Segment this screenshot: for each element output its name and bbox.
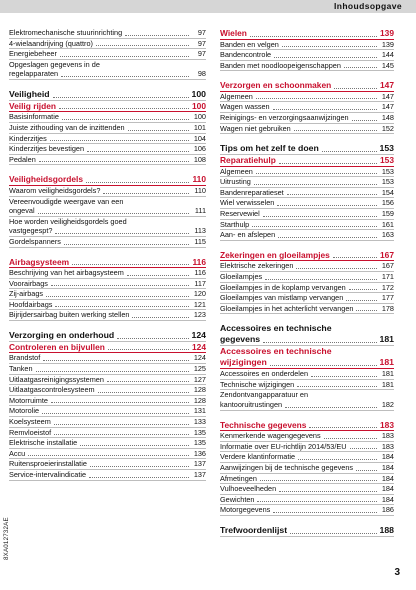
toc-entry-title: Koelsysteem	[9, 417, 51, 427]
toc-entry-page: 123	[193, 310, 206, 320]
toc-chapter-tips[interactable]: Tips om het zelf te doen 153	[220, 143, 394, 154]
toc-entry-page: 106	[193, 144, 206, 154]
toc-leader-dots	[352, 120, 377, 121]
toc-entry[interactable]	[220, 102, 394, 113]
toc-right-column	[220, 28, 394, 537]
toc-entry-title: Motorruimte	[9, 395, 48, 405]
toc-entry-page: 184	[381, 462, 394, 472]
toc-entry-page: 120	[193, 289, 206, 299]
toc-leader-dots	[60, 56, 189, 57]
toc-entry-title: Wagen niet gebruiken	[220, 123, 291, 133]
toc-leader-dots	[282, 46, 377, 47]
toc-leader-dots	[256, 98, 377, 99]
toc-section-reparatiehulp[interactable]: Reparatiehulp 153	[220, 155, 394, 166]
toc-entry-title: Uitlaatgasreinigingssystemen	[9, 374, 104, 384]
toc-entry-page: 128	[193, 395, 206, 405]
toc-leader-dots	[96, 45, 189, 46]
toc-entry-page: 101	[193, 123, 206, 133]
toc-entry-title: Bandencontrole	[220, 50, 272, 60]
toc-entry[interactable]	[9, 438, 206, 449]
toc-leader-dots	[54, 424, 189, 425]
toc-leader-dots	[125, 35, 189, 36]
toc-entry-zendont[interactable]: Zendontvangapparatuur en kantooruitrustingen 182	[220, 390, 394, 410]
toc-section-veilig-rijden[interactable]: Veilig rijden 100	[9, 100, 206, 111]
toc-leader-dots	[107, 381, 189, 382]
toc-entry-title: Elektrische zekeringen	[220, 261, 294, 271]
toc-entry-page: 159	[381, 209, 394, 219]
toc-entry-page: 171	[381, 271, 394, 281]
toc-entry-page: 137	[193, 470, 206, 479]
toc-leader-dots	[356, 470, 377, 471]
toc-entry[interactable]	[9, 385, 206, 396]
toc-leader-dots	[252, 226, 377, 227]
toc-entry-page: 144	[381, 50, 394, 60]
toc-entry-title: Juiste zithouding van de inzittenden	[9, 123, 125, 133]
toc-section-zekeringen[interactable]: Zekeringen en gloeilampjes 167	[220, 249, 394, 260]
toc-entry-title: Hoofdairbags	[9, 299, 53, 309]
toc-entry-title: Kenmerkende wagengegevens	[220, 431, 321, 441]
toc-entry[interactable]	[9, 428, 206, 439]
toc-leader-dots	[39, 161, 189, 162]
toc-entry[interactable]	[220, 369, 394, 380]
toc-leader-dots	[89, 477, 189, 478]
toc-entry-title: Motorolie	[9, 406, 40, 416]
toc-entry-title: Motorgegevens	[220, 505, 271, 515]
toc-leader-dots	[54, 434, 189, 435]
toc-leader-dots	[279, 491, 377, 492]
toc-entry[interactable]: Gordelspanners 115	[9, 236, 206, 246]
toc-entry[interactable]	[220, 304, 394, 315]
toc-entry-page: 178	[381, 303, 394, 313]
toc-leader-dots	[98, 392, 189, 393]
toc-section-airbags[interactable]: Airbagsysteem 116	[9, 256, 206, 267]
toc-entry[interactable]	[220, 495, 394, 506]
toc-entry-page: 127	[193, 374, 206, 384]
toc-entry[interactable]	[9, 310, 206, 321]
toc-entry-page: 125	[193, 364, 206, 374]
toc-leader-dots	[265, 279, 377, 280]
toc-section-controleren[interactable]: Controleren en bijvullen 124	[9, 341, 206, 352]
toc-leader-dots	[350, 448, 377, 449]
toc-entry[interactable]	[220, 293, 394, 304]
page-header-title: Inhoudsopgave	[333, 1, 402, 11]
toc-reparatie-items	[220, 167, 394, 241]
toc-leader-dots	[287, 194, 377, 195]
toc-entry-title: Reservewiel	[220, 209, 260, 219]
toc-entry-page: 147	[381, 102, 394, 112]
toc-entry[interactable]	[220, 431, 394, 442]
toc-entry[interactable]	[220, 230, 394, 241]
toc-entry-title: Kinderzitjes	[9, 133, 47, 143]
toc-entry-page: 104	[193, 133, 206, 143]
toc-leader-dots	[256, 173, 377, 174]
toc-section-technische[interactable]: Technische gegevens 183	[220, 419, 394, 430]
toc-entry[interactable]	[220, 442, 394, 453]
toc-entry[interactable]	[9, 155, 206, 166]
toc-section-gordels[interactable]: Veiligheidsgordels 110	[9, 174, 206, 185]
toc-entry[interactable]	[9, 470, 206, 481]
toc-entry[interactable]	[220, 380, 394, 391]
toc-entry[interactable]	[220, 177, 394, 188]
toc-entry-page: 145	[381, 60, 394, 70]
toc-leader-dots	[46, 296, 189, 297]
toc-entry-page: 161	[381, 219, 394, 229]
toc-entry-title: Starthulp	[220, 219, 250, 229]
toc-entry-page: 177	[381, 293, 394, 303]
toc-entry[interactable]	[220, 261, 394, 272]
toc-entry[interactable]: Waarom veiligheidsgordels? 110	[9, 185, 206, 195]
toc-entry-title: Banden met noodloopeigenschappen	[220, 60, 341, 70]
toc-entry-page: 184	[381, 473, 394, 483]
toc-zekeringen-items	[220, 261, 394, 314]
toc-leader-dots	[51, 285, 189, 286]
toc-entry[interactable]	[220, 209, 394, 220]
toc-leader-dots	[257, 501, 377, 502]
toc-entry[interactable]	[220, 474, 394, 485]
toc-leader-dots	[263, 216, 377, 217]
toc-entry-title: Accessoires en onderdelen	[220, 369, 309, 379]
toc-leader-dots	[278, 237, 377, 238]
toc-entry-page: 172	[381, 282, 394, 292]
toc-entry-hoe-worden[interactable]: Hoe worden veiligheidsgordels goed vastgegespt? 113	[9, 216, 206, 236]
toc-section-wielen[interactable]: Wielen 139	[220, 28, 394, 38]
toc-entry-title: Vulhoeveelheden	[220, 484, 277, 494]
toc-entry-page: 97	[197, 28, 206, 37]
toc-leader-dots	[297, 386, 377, 387]
toc-leader-dots	[324, 438, 377, 439]
toc-entry[interactable]	[220, 188, 394, 199]
toc-entry-title: Gloeilampjes in de koplamp vervangen	[220, 282, 346, 292]
toc-leader-dots	[344, 67, 377, 68]
toc-entry[interactable]	[220, 113, 394, 124]
toc-entry-page: 184	[381, 494, 394, 504]
toc-entry-title: Service-intervalindicatie	[9, 470, 87, 479]
toc-leader-dots	[298, 459, 377, 460]
toc-entry-page: 97	[197, 38, 206, 48]
toc-entry-page: 148	[381, 112, 394, 122]
toc-entry-page: 133	[193, 417, 206, 427]
toc-entry-title: Brandstof	[9, 353, 41, 363]
toc-leader-dots	[277, 205, 377, 206]
toc-leader-dots	[42, 413, 189, 414]
toc-entry[interactable]	[9, 144, 206, 155]
toc-entry-title: Algemeen	[220, 166, 253, 176]
toc-airbag-items	[9, 268, 206, 321]
toc-entry-page: 97	[197, 49, 206, 59]
toc-entry-title: Elektromechanische stuurinrichting	[9, 28, 123, 37]
toc-entry-title: Uitlaatgascontrolesysteem	[9, 385, 95, 395]
toc-entry-page: 152	[381, 123, 394, 133]
toc-entry[interactable]	[220, 463, 394, 474]
toc-entry-page: 136	[193, 448, 206, 458]
toc-entry-page: 117	[194, 278, 206, 288]
toc-entry[interactable]	[9, 353, 206, 364]
toc-leader-dots	[294, 130, 377, 131]
toc-leader-dots	[296, 268, 377, 269]
toc-entry[interactable]	[220, 40, 394, 51]
toc-entry-title: Pedalen	[9, 154, 36, 164]
toc-leader-dots	[311, 376, 377, 377]
toc-entry-page: 181	[381, 369, 394, 379]
toc-entry[interactable]	[9, 268, 206, 279]
toc-leader-dots	[273, 512, 377, 513]
toc-leader-dots	[346, 300, 377, 301]
toc-leader-dots	[80, 445, 189, 446]
toc-entry[interactable]	[9, 449, 206, 460]
toc-entry[interactable]	[9, 396, 206, 407]
toc-entry[interactable]	[9, 406, 206, 417]
toc-entry-page: 135	[193, 438, 206, 448]
toc-leader-dots	[274, 57, 377, 58]
toc-entry[interactable]	[220, 167, 394, 178]
toc-entry-title: Tanken	[9, 364, 33, 374]
toc-entry-title: Bijrijdersairbag buiten werking stellen	[9, 310, 130, 320]
toc-leader-dots	[356, 310, 377, 311]
toc-entry-title: 4-wielaandrijving (quattro)	[9, 38, 93, 48]
toc-entry[interactable]	[9, 123, 206, 134]
toc-entry[interactable]	[220, 272, 394, 283]
toc-entry-page: 163	[381, 230, 394, 240]
toc-entry-title: Gewichten	[220, 494, 255, 504]
toc-entry-page: 137	[193, 459, 206, 469]
toc-entry-title: Wiel verwisselen	[220, 198, 275, 208]
toc-entry-title: Zij-airbags	[9, 289, 44, 299]
toc-leader-dots	[55, 306, 189, 307]
toc-top-items	[9, 28, 206, 60]
toc-entry[interactable]	[9, 375, 206, 386]
toc-entry-page: 156	[381, 198, 394, 208]
toc-entry-page: 124	[193, 353, 206, 363]
toc-entry-title: Verdere klantinformatie	[220, 452, 296, 462]
toc-entry-page: 139	[381, 39, 394, 49]
toc-entry-vereenvoudigd[interactable]: Vereenvoudigde weergave van een ongeval 111	[9, 196, 206, 216]
toc-entry-title: Technische wijzigingen	[220, 379, 295, 389]
toc-leader-dots	[273, 109, 377, 110]
toc-entry-page: 183	[381, 431, 394, 441]
toc-entry-page: 184	[381, 484, 394, 494]
toc-entry-title: Aanwijzingen bij de technische gegevens	[220, 462, 354, 472]
toc-entry-page: 181	[381, 379, 394, 389]
toc-entry-page: 186	[381, 505, 394, 515]
toc-chapter-trefwoorden[interactable]: Trefwoordenlijst 188	[220, 524, 394, 535]
toc-technische-items	[220, 431, 394, 516]
document-code: 8XA012732AE	[3, 517, 10, 560]
toc-entry-page: 184	[381, 452, 394, 462]
toc-entry-opgeslagen[interactable]: Opgeslagen gegevens in de regelapparaten 98	[9, 59, 206, 79]
toc-entry[interactable]	[9, 300, 206, 311]
toc-entry-title: Accu	[9, 448, 26, 458]
toc-leader-dots	[36, 371, 189, 372]
toc-entry-title: Gloeilampjes van mistlamp vervangen	[220, 293, 344, 303]
toc-leader-dots	[50, 140, 189, 141]
toc-left-column	[9, 28, 206, 481]
toc-entry-title: Uitrusting	[220, 177, 251, 187]
toc-entry-title: Basisinformatie	[9, 112, 59, 122]
toc-entry[interactable]	[220, 283, 394, 294]
toc-entry[interactable]	[9, 28, 206, 39]
toc-entry[interactable]	[220, 220, 394, 231]
toc-entry-title: Elektrische installatie	[9, 438, 78, 448]
toc-entry[interactable]	[9, 459, 206, 470]
toc-entry[interactable]	[9, 417, 206, 428]
toc-entry-title: Reinigings- en verzorgingsaanwijzingen	[220, 112, 349, 122]
toc-entry-title: Banden en velgen	[220, 39, 279, 49]
toc-wielen-items	[220, 40, 394, 72]
toc-leader-dots	[254, 184, 377, 185]
toc-entry[interactable]	[220, 124, 394, 135]
toc-entry-title: Informatie over EU-richtlijn 2014/53/EU	[220, 441, 347, 451]
toc-section-acc-wijzigingen[interactable]: Accessoires en technische wijzigingen 181	[220, 346, 394, 368]
toc-entry[interactable]	[9, 289, 206, 300]
toc-entry-title: Beschrijving van het airbagsysteem	[9, 268, 124, 277]
toc-entry-page: 167	[381, 261, 394, 271]
toc-leader-dots	[90, 466, 189, 467]
toc-entry-page: 108	[193, 154, 206, 164]
toc-leader-dots	[51, 402, 189, 403]
toc-entry-title: Bandenreparatieset	[220, 187, 284, 197]
toc-leader-dots	[128, 130, 189, 131]
toc-entry[interactable]	[9, 364, 206, 375]
toc-leader-dots	[87, 151, 189, 152]
toc-controleren-items	[9, 353, 206, 480]
toc-entry[interactable]	[220, 50, 394, 61]
toc-entry-page: 183	[381, 441, 394, 451]
toc-leader-dots	[43, 360, 189, 361]
toc-entry[interactable]	[220, 61, 394, 72]
toc-entry-title: Energiebeheer	[9, 49, 57, 59]
toc-entry-title: Wagen wassen	[220, 102, 270, 112]
toc-entry-title: Ruitensproeierinstallatie	[9, 459, 87, 469]
toc-entry[interactable]	[9, 112, 206, 123]
toc-entry-page: 147	[381, 91, 394, 101]
page-number: 3	[394, 567, 400, 578]
toc-section-verzorgen[interactable]: Verzorgen en schoonmaken 147	[220, 80, 394, 91]
toc-veilig-items	[9, 112, 206, 165]
toc-entry[interactable]	[220, 505, 394, 516]
toc-entry[interactable]	[9, 39, 206, 50]
toc-chapter-verzorging[interactable]: Verzorging en onderhoud 124	[9, 329, 206, 340]
toc-entry-title: Voorairbags	[9, 278, 48, 288]
toc-chapter-veiligheid[interactable]: Veiligheid 100	[9, 88, 206, 99]
toc-entry-title: Aan- en afslepen	[220, 230, 276, 240]
toc-entry-page: 116	[194, 268, 206, 277]
toc-entry-page: 100	[193, 112, 206, 122]
toc-chapter-accessoires[interactable]: Accessoires en technische gegevens 181	[220, 323, 394, 345]
toc-entry-title: Gloeilampjes	[220, 271, 263, 281]
toc-leader-dots	[260, 480, 377, 481]
toc-leader-dots	[132, 317, 189, 318]
toc-acc-items	[220, 369, 394, 390]
toc-entry-title: Algemeen	[220, 91, 253, 101]
toc-verzorgen-items	[220, 92, 394, 134]
toc-entry[interactable]	[9, 279, 206, 290]
toc-entry[interactable]	[9, 134, 206, 145]
toc-entry-page: 135	[193, 427, 206, 437]
toc-entry-title: Remvloeistof	[9, 427, 52, 437]
toc-leader-dots	[349, 289, 377, 290]
toc-entry-page: 153	[381, 177, 394, 187]
toc-leader-dots	[28, 455, 189, 456]
toc-entry-page: 154	[381, 187, 394, 197]
toc-entry[interactable]	[220, 92, 394, 103]
toc-leader-dots	[127, 275, 189, 276]
toc-entry-page: 121	[193, 299, 206, 309]
toc-entry-title: Gloeilampjes in het achterlicht vervangen	[220, 303, 354, 313]
toc-entry[interactable]	[220, 484, 394, 495]
toc-entry[interactable]	[220, 452, 394, 463]
toc-entry-page: 153	[381, 166, 394, 176]
toc-entry[interactable]	[9, 49, 206, 60]
toc-entry-title: Kinderzitjes bevestigen	[9, 144, 85, 154]
toc-entry-title: Afmetingen	[220, 473, 257, 483]
toc-entry-page: 128	[193, 385, 206, 395]
toc-entry[interactable]	[220, 198, 394, 209]
toc-leader-dots	[62, 119, 189, 120]
toc-entry-page: 131	[193, 406, 206, 416]
